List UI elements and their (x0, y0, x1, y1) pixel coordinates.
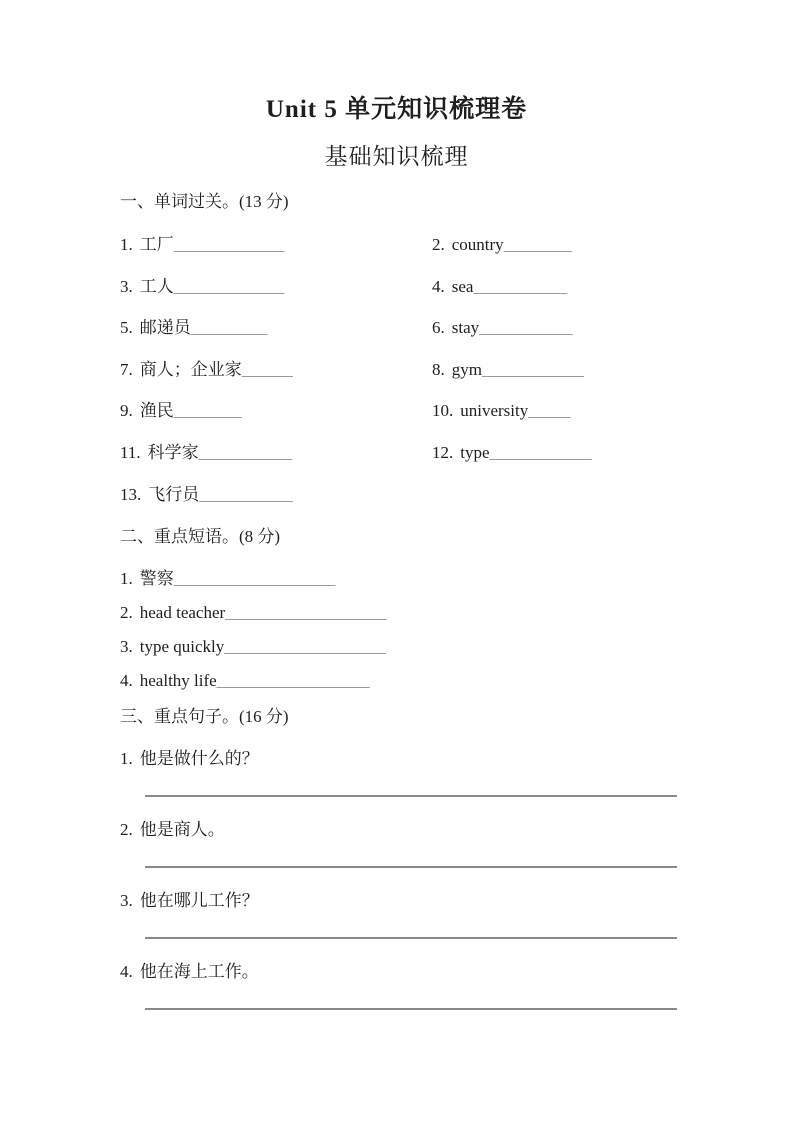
word-item (120, 234, 432, 256)
item-number: 4. (432, 276, 445, 296)
item-number: 13. (120, 484, 142, 504)
answer-blank: __________________ (216, 671, 370, 691)
answer-blank: ___________________ (224, 637, 386, 657)
answer-blank: ________ (173, 401, 242, 421)
word-item (120, 276, 432, 298)
doc-subtitle: 基础知识梳理 (324, 144, 469, 169)
item-label: country (451, 235, 504, 254)
item-label: 他在海上工作。 (139, 962, 259, 982)
item-number: 9. (120, 401, 133, 421)
item-number: 2. (120, 820, 133, 840)
item-number: 12. (432, 442, 454, 462)
sentence-item (120, 961, 793, 1010)
answer-line (145, 795, 677, 797)
phrase-item (120, 568, 793, 590)
answer-blank: _____________ (173, 276, 285, 296)
word-item (432, 234, 793, 256)
answer-blank: ________ (503, 235, 572, 254)
item-number: 8. (432, 359, 445, 379)
item-number: 3. (120, 891, 133, 911)
item-number: 4. (120, 671, 133, 691)
word-item (432, 442, 793, 464)
item-number: 6. (432, 318, 445, 338)
item-number: 1. (120, 569, 133, 589)
item-label: 他在哪儿工作？ (139, 891, 259, 911)
answer-blank: ___________________ (173, 569, 336, 589)
item-label: 警察 (139, 569, 174, 589)
item-label: university (460, 401, 529, 421)
item-label: 工人 (139, 276, 174, 296)
word-item (432, 359, 793, 381)
answer-blank: _____ (528, 401, 571, 421)
answer-blank: ___________ (198, 442, 293, 462)
answer-blank: ___________________ (225, 603, 387, 623)
word-item (120, 442, 432, 464)
answer-blank: ___________ (199, 484, 293, 504)
item-number: 10. (432, 401, 454, 421)
section-sentences-heading: 三、重点句子。(16 分) (120, 707, 289, 727)
item-label: 商人；企业家 (139, 359, 242, 379)
word-item (120, 359, 432, 381)
sentence-text (120, 961, 793, 983)
item-number: 3. (120, 637, 133, 657)
item-label: healthy life (139, 671, 217, 691)
section-words-heading: 一、单词过关。(13 分) (120, 192, 289, 211)
word-item (432, 276, 793, 298)
item-number: 7. (120, 359, 133, 379)
item-number: 5. (120, 318, 133, 338)
item-number: 11. (120, 442, 141, 462)
sentence-item (120, 819, 793, 868)
item-label: 他是商人。 (139, 820, 225, 840)
word-item (432, 400, 793, 422)
word-item (120, 484, 432, 506)
section-words (120, 234, 793, 525)
sentence-text (120, 819, 793, 841)
answer-line (145, 1008, 677, 1010)
item-label: sea (451, 276, 474, 296)
word-item (432, 317, 793, 339)
item-label: gym (451, 359, 482, 379)
phrase-item (120, 670, 793, 692)
answer-blank: _________ (190, 318, 268, 338)
item-number: 1. (120, 235, 133, 254)
item-label: head teacher (139, 603, 226, 623)
item-number: 2. (432, 235, 445, 254)
sentence-text (120, 890, 793, 912)
item-label: 邮递员 (139, 318, 191, 338)
item-label: 工厂 (139, 235, 174, 254)
item-label: type quickly (139, 637, 225, 657)
section-sentences (120, 748, 793, 1010)
item-number: 2. (120, 603, 133, 623)
doc-title: Unit 5 单元知识梳理卷 (265, 96, 528, 123)
answer-blank: _____________ (173, 235, 285, 254)
phrase-item (120, 602, 793, 624)
item-label: type (460, 442, 490, 462)
sentence-item (120, 748, 793, 797)
item-number: 1. (120, 749, 133, 769)
item-label: 飞行员 (148, 484, 200, 504)
answer-blank: ______ (241, 359, 293, 379)
answer-blank: ___________ (473, 276, 567, 296)
item-label: 他是做什么的？ (139, 749, 259, 769)
answer-line (145, 866, 677, 868)
item-label: 渔民 (139, 401, 174, 421)
item-label: stay (451, 318, 480, 338)
word-item (120, 317, 432, 339)
phrase-item (120, 636, 793, 658)
item-label: 科学家 (147, 442, 199, 462)
word-item (120, 400, 432, 422)
section-phrases (120, 568, 793, 692)
sentence-item (120, 890, 793, 939)
answer-blank: ____________ (489, 442, 592, 462)
answer-line (145, 937, 677, 939)
item-number: 4. (120, 962, 133, 982)
answer-blank: ____________ (481, 359, 584, 379)
item-number: 3. (120, 276, 133, 296)
sentence-text (120, 748, 793, 770)
section-phrases-heading: 二、重点短语。(8 分) (120, 527, 281, 547)
answer-blank: ___________ (479, 318, 573, 338)
